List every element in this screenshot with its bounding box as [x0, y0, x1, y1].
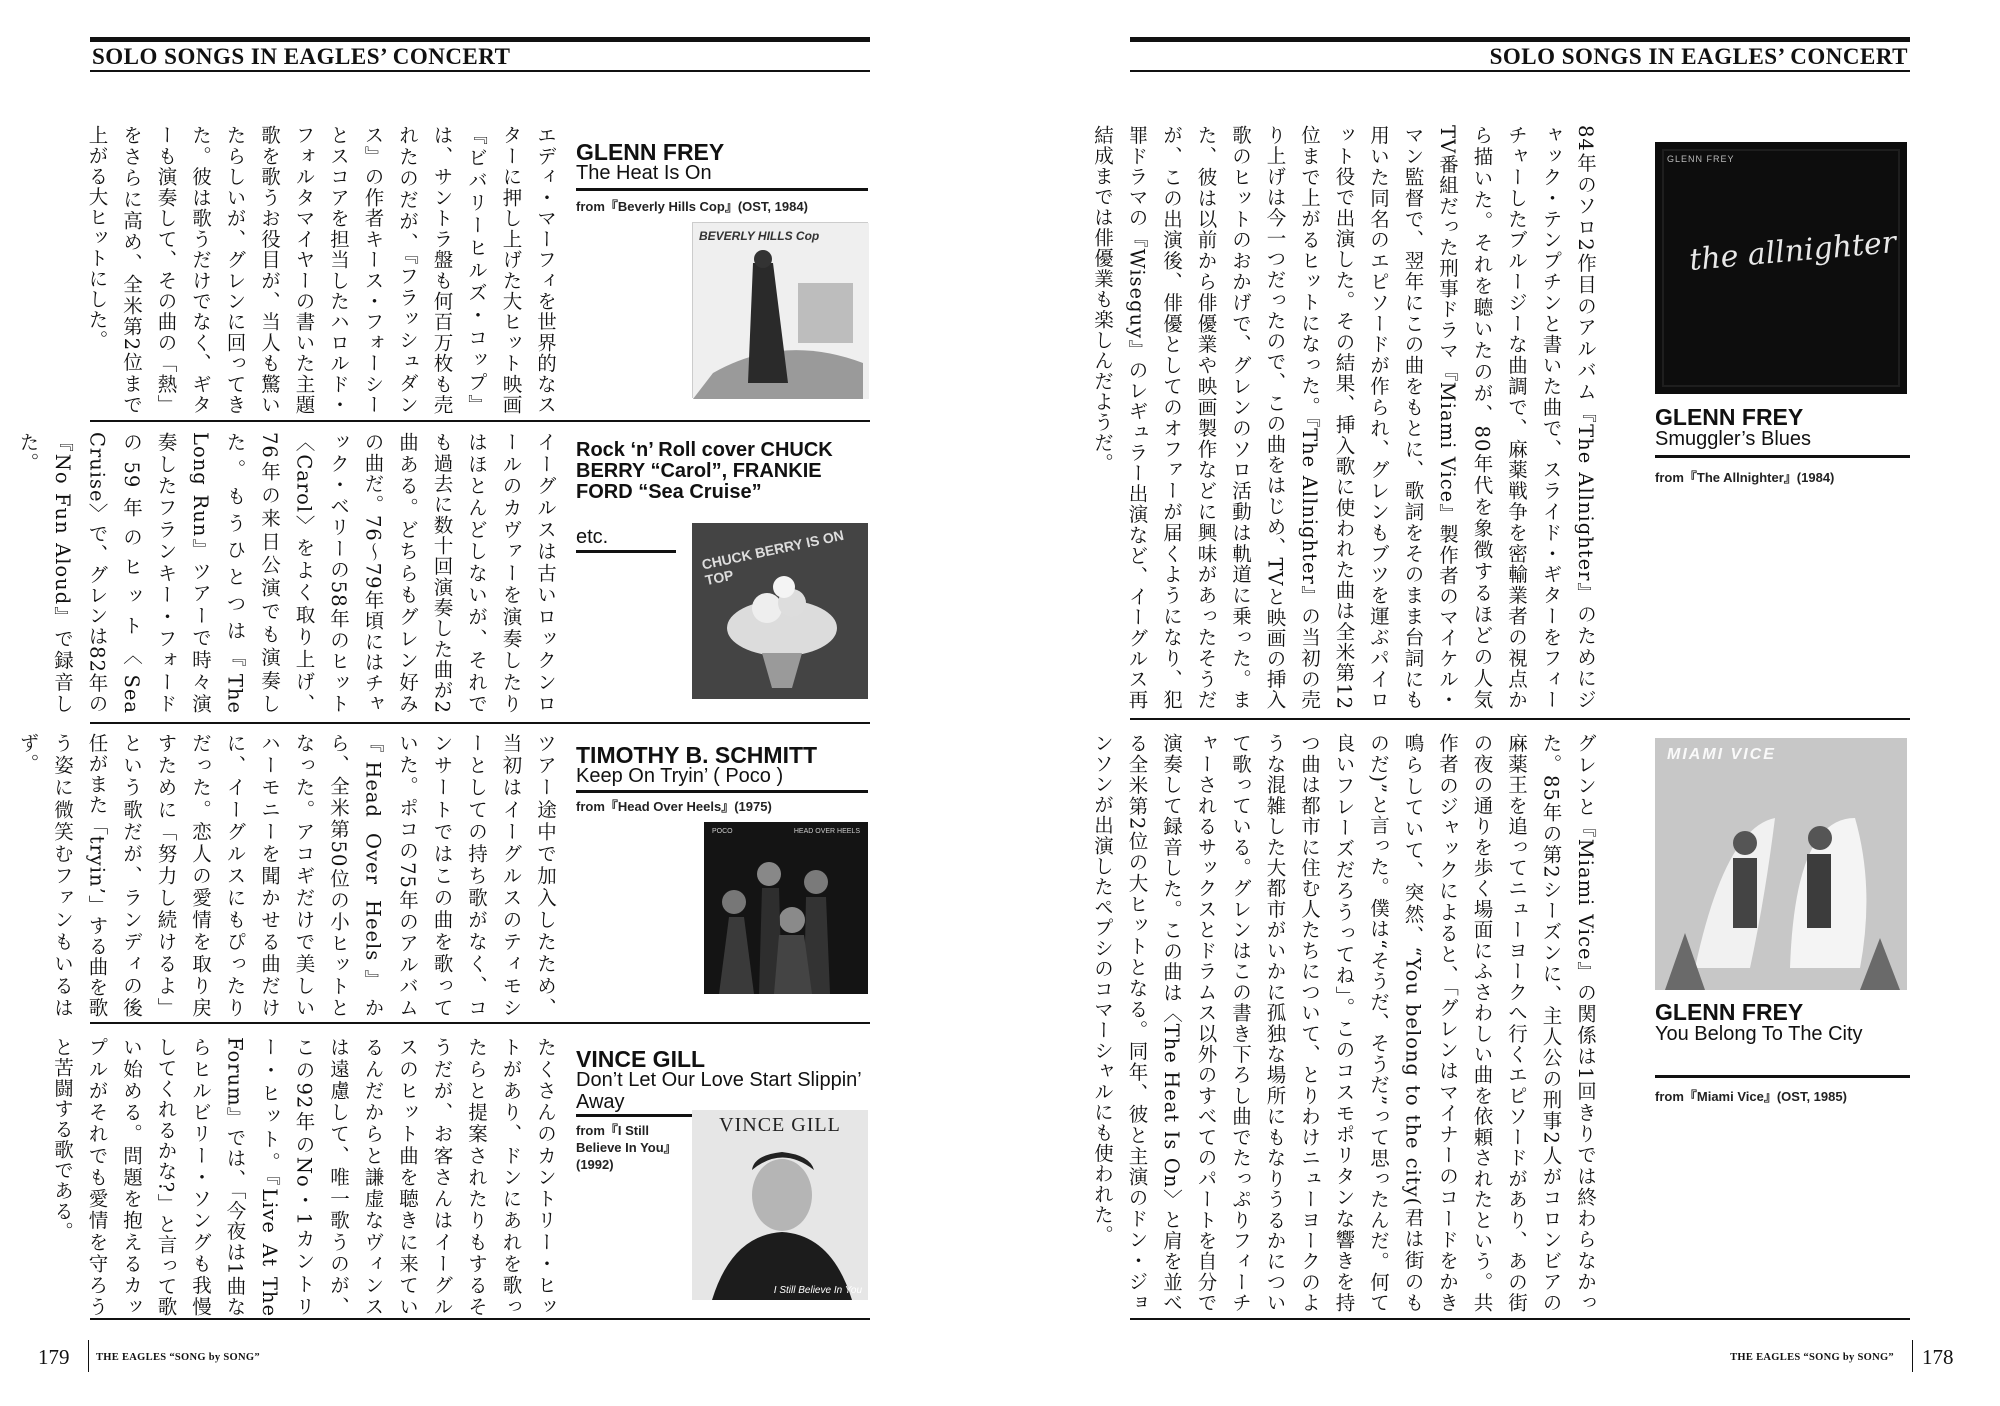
- left-sec2-cover-title: CHUCK BERRY IS ON TOP: [700, 526, 846, 589]
- left-sec2-title-rule: [576, 550, 676, 553]
- right-sec2-source: from『Miami Vice』(OST, 1985): [1655, 1089, 1847, 1104]
- left-sec3-cover-left: POCO: [712, 828, 733, 835]
- left-sec2-artist: Rock ‘n’ Roll cover CHUCK BERRY “Carol”, FRANKIE FORD “Sea Cruise”: [576, 439, 833, 503]
- left-sec1-artist: GLENN FREY: [576, 139, 725, 165]
- right-sec2-song: You Belong To The City: [1655, 1023, 1863, 1045]
- right-bottom-rule: [1130, 1318, 1910, 1320]
- left-bottom-rule: [90, 1318, 870, 1320]
- left-sec2-song: etc.: [576, 526, 609, 548]
- left-sec4-cover-subtitle: I Still Believe In You: [773, 1285, 862, 1296]
- right-sec1-body: 84年のソロ2作目のアルバム『The Allnighter』のためにジャック・テンプチンと書いた曲で、スライド・ギターをフィーチャーしたブルージーな曲調で、麻薬戦争を密輸業者の視点から描いた。それを聴いたのが、80年代を象徴するほどの人気TV番組だった刑事ドラマ『Miami Vice』製作者のマイケル・マン監督で、翌年にこの曲をもとに、歌詞をそのまま台詞にも用いた同名のエピソードが作られ、グレンもブツを運ぶパイロット役で出演した。その結果、挿入歌に使われた曲は全米第12位まで上がるヒットになった。『The Allnighter』の当初の売り上げは今一つだったので、この曲をはじめ、TVと映画の挿入歌のヒットのおかげで、グレンのソロ活動は軌道に乗った。また、彼は以前から俳優業や映画製作などに興味があったそうだが、この出演後、俳優としてのオファーが届くようになり、犯罪ドラマの『Wiseguy』のレギュラー出演など、イーグルス再結成までは俳優業も楽しんだようだ。: [1091, 125, 1597, 710]
- right-sec1-cover-script: the allnighter: [1687, 225, 1898, 278]
- left-running-title: THE EAGLES “SONG by SONG”: [96, 1352, 260, 1363]
- right-header-rule-bottom: [1130, 70, 1910, 72]
- miami-vice-art: [1655, 738, 1907, 990]
- right-header-rule-top: [1130, 37, 1910, 42]
- left-sec4-source: from『I Still Believe In You』(1992): [576, 1123, 677, 1172]
- left-header-rule-top: [90, 37, 870, 42]
- left-sec2-body: イーグルスは古いロックンロールのカヴァーを演奏したりはほとんどしないが、それでも過去に数十回演奏した曲が2曲ある。どちらもグレン好みの曲だ。76〜79年頃にはチャック・ベリーの58年のヒット〈Carol〉をよく取り上げ、76年の来日公演でも演奏した。もうひとつは『The Long Run』ツアーで時々演奏したフランキー・フォードの59年のヒット〈Sea Cruise〉で、グレンは82年の『No Fun Aloud』で録音した。: [16, 432, 557, 714]
- left-sec1-title-rule: [576, 188, 868, 191]
- vince-gill-portrait: [692, 1110, 868, 1300]
- right-sec1-source: from『The Allnighter』(1984): [1655, 470, 1835, 485]
- left-sec4-cover-title: VINCE GILL: [719, 1114, 841, 1136]
- right-sec1-cover-top: GLENN FREY: [1667, 154, 1735, 164]
- right-folio-separator: [1912, 1340, 1913, 1372]
- right-header-title: SOLO SONGS IN EAGLES’ CONCERT: [1489, 44, 1908, 69]
- right-sec1-title-rule: [1655, 455, 1910, 458]
- right-sec1-song: Smuggler’s Blues: [1655, 428, 1812, 450]
- left-folio: 179: [38, 1345, 70, 1369]
- right-sec2-title-rule: [1655, 1075, 1910, 1078]
- left-sec4-artist: VINCE GILL: [576, 1046, 706, 1072]
- left-sec4-body: たくさんのカントリー・ヒットがあり、ドンにあれを歌ったらと提案されたりもするそうだが、お客さんはイーグルスのヒット曲を聴きに来ているんだからと謙虚なヴィンスは遠慮して、唯一歌うのが、この92年のNo・1カントリー・ヒット。『Live At The Forum』では、「今夜は1曲ならヒルビリー・ソングも我慢してくれるかな?」と言って歌い始める。問題を抱えるカップルがそれでも愛情を守ろうと苦闘する歌である。: [51, 1037, 557, 1317]
- left-sec1-source: from『Beverly Hills Cop』(OST, 1984): [576, 199, 808, 214]
- left-sec2-album-cover: [692, 523, 868, 699]
- right-sec2-artist: GLENN FREY: [1655, 999, 1804, 1025]
- left-sec3-title-rule: [576, 790, 868, 793]
- left-sec1-body: エディ・マーフィを世界的なスターに押し上げた大ヒット映画『ビバリーヒルズ・コップ』は、サントラ盤も何百万枚も売れたのだが、『フラッシュダンス』の作者キース・フォーシーとスコアを担当したハロルド・フォルタマイヤーの書いた主題歌を歌うお役目が、当人も驚いたらしいが、グレンに回ってきた。彼は歌うだけでなく、ギターも演奏して、その曲の「熱」をさらに高め、全米第2位まで上がる大ヒットにした。: [85, 125, 557, 415]
- left-folio-separator: [88, 1340, 89, 1372]
- left-sec1-divider: [90, 420, 870, 422]
- beverly-hills-cop-art: [693, 223, 869, 399]
- right-sec2-album-cover: [1655, 738, 1907, 990]
- left-sec3-body: ツアー途中で加入したため、当初はイーグルスのティモシーとしての持ち歌がなく、コンサートではこの曲を歌っていた。ポコの75年のアルバム『Head Over Heels』から、全米第50位の小ヒットとなった。アコギだけで美しいハーモニーを聞かせる曲だけに、イーグルスにもぴったりだった。恋人の愛情を取り戻すために「努力し続けるよ」という歌だが、ランディの後任がまた「tryin’」する曲を歌う姿に微笑むファンもいるはず。: [16, 733, 557, 1018]
- right-sec1-album-cover: [1655, 142, 1907, 394]
- left-sec3-cover-right: HEAD OVER HEELS: [793, 828, 860, 835]
- poco-band-photo: [704, 822, 868, 994]
- right-sec1-divider: [1130, 718, 1910, 720]
- left-sec3-song: Keep On Tryin’ ( Poco ): [576, 765, 784, 787]
- left-sec3-artist: TIMOTHY B. SCHMITT: [576, 742, 818, 768]
- right-folio: 178: [1922, 1345, 1954, 1369]
- left-sec2-divider: [90, 722, 870, 724]
- right-sec2-cover-title: MIAMI VICE: [1667, 746, 1776, 763]
- left-sec1-cover-title: BEVERLY HILLS Cop: [699, 229, 820, 243]
- right-sec1-artist: GLENN FREY: [1655, 404, 1804, 430]
- left-sec1-album-cover: [692, 222, 868, 398]
- left-sec1-song: The Heat Is On: [576, 162, 712, 184]
- left-sec3-album-cover: [704, 822, 868, 994]
- right-sec2-body: グレンと『Miami Vice』の関係は1回きりでは終わらなかった。85年の第2シーズンに、主人公の刑事2人がコロンビアの麻薬王を追ってニューヨークへ行くエピソードがあり、あの街の夜の通りを歩く場面にふさわしい曲を依頼されたという。共作者のジャックによると、「グレンはマイナーのコードをかき鳴らしていて、突然、“You belong to the city(君は街のものだ)”と言った。僕は“そうだ、そうだ”って思ったんだ。何て良いフレーズだろうってね」。このコスモポリタンな響きを持つ曲は都市に住む人たちについて、とりわけニューヨークのような混雑した大都市がいかに孤独な場所にもなりうるかについて歌っている。グレンはこの書き下ろし曲でたっぷりフィーチャーされるサックスとドラムス以外のすべてのパートを自分で演奏して録音した。この曲は〈The Heat Is On〉と肩を並べる全米第2位の大ヒットとなる。同年、彼と主演のドン・ジョンソンが出演したペプシのコマーシャルにも使われた。: [1091, 733, 1597, 1314]
- left-header-rule-bottom: [90, 70, 870, 72]
- left-sec3-divider: [90, 1022, 870, 1024]
- left-sec4-song: Don’t Let Our Love Start Slippin’ Away: [576, 1069, 861, 1113]
- left-sec4-album-cover: [692, 1110, 868, 1300]
- right-running-title: THE EAGLES “SONG by SONG”: [1730, 1352, 1894, 1363]
- left-sec3-source: from『Head Over Heels』(1975): [576, 799, 772, 814]
- left-header-title: SOLO SONGS IN EAGLES’ CONCERT: [92, 44, 511, 69]
